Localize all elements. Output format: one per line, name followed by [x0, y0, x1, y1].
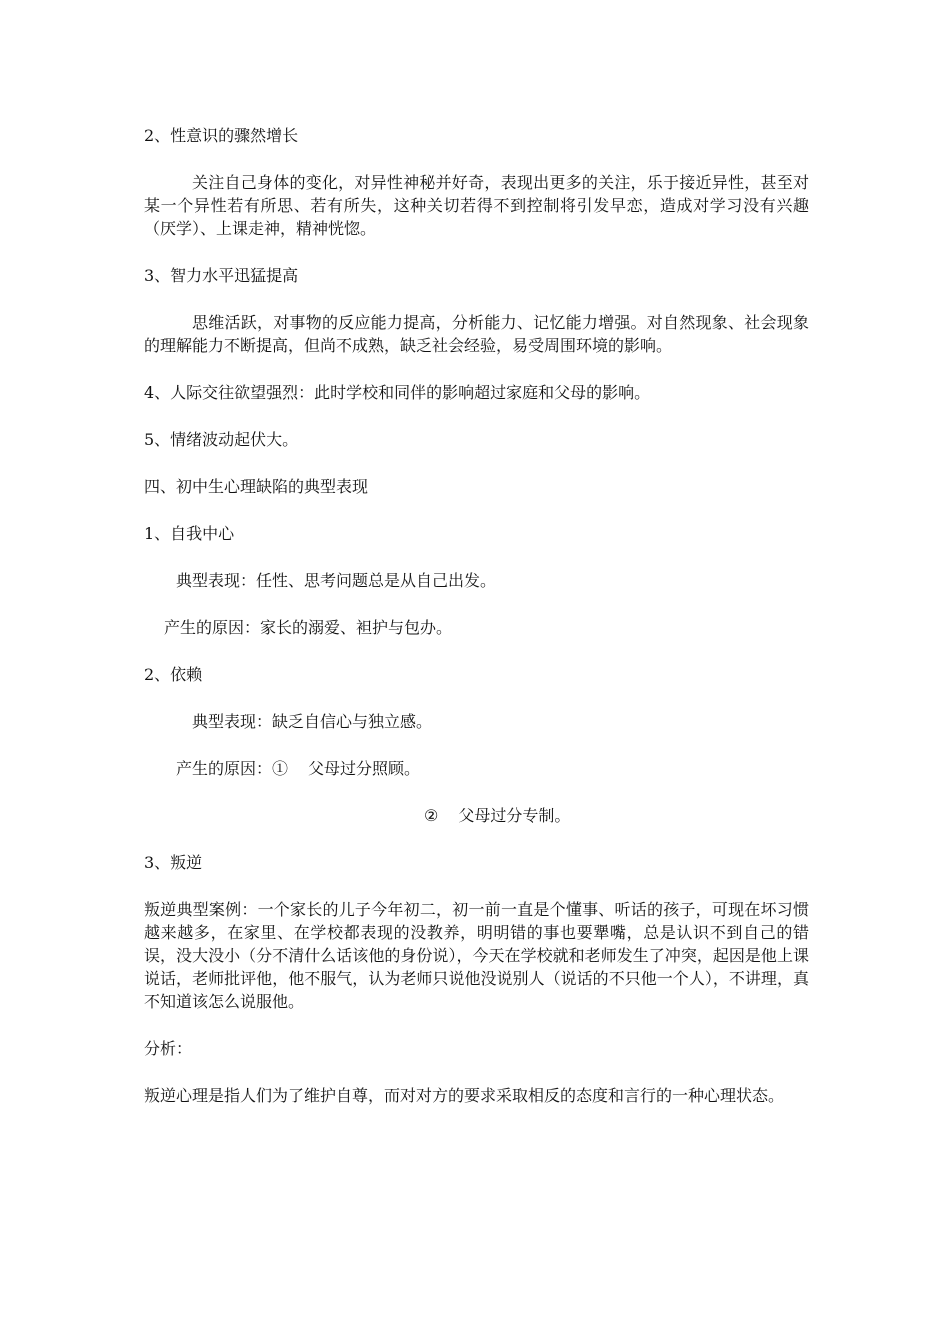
- heading-intelligence: 3、智力水平迅猛提高: [144, 266, 299, 285]
- item-heading-self-centered: 1、自我中心: [144, 524, 235, 543]
- paragraph-analysis: 叛逆心理是指人们为了维护自尊，而对对方的要求采取相反的态度和言行的一种心理状态。: [144, 1086, 785, 1105]
- item-dependence-cause-1: [144, 757, 809, 780]
- item-dependence-typical: 典型表现：缺乏自信心与独立感。: [192, 712, 433, 731]
- heading-social-desire: 4、人际交往欲望强烈：此时学校和同伴的影响超过家庭和父母的影响。: [144, 383, 651, 402]
- heading-emotional-fluctuation: 5、情绪波动起伏大。: [144, 430, 299, 449]
- item-dependence-cause-2: [144, 804, 809, 827]
- document-body: [144, 124, 809, 1107]
- heading-sexual-awareness: 2、性意识的骤然增长: [144, 126, 299, 145]
- item-self-centered-typical: 典型表现：任性、思考问题总是从自己出发。: [176, 571, 497, 590]
- section-heading-psychological-defects: 四、初中生心理缺陷的典型表现: [144, 477, 369, 496]
- cause-text-2: 父母过分专制。: [458, 806, 571, 825]
- paragraph-intelligence: 思维活跃，对事物的反应能力提高，分析能力、记忆能力增强。对自然现象、社会现象的理解能力不断提高，但尚不成熟，缺乏社会经验，易受周围环境的影响。: [144, 313, 809, 355]
- analysis-label: 分析：: [144, 1039, 193, 1058]
- paragraph-sexual-awareness: 关注自己身体的变化，对异性神秘并好奇，表现出更多的关注，乐于接近异性，甚至对某一个异性若有所思、若有所失，这种关切若得不到控制将引发早恋，造成对学习没有兴趣（厌学）、上课走神，精神恍惚。: [144, 173, 809, 238]
- item-heading-rebellion: 3、叛逆: [144, 853, 203, 872]
- cause-text-1: 父母过分照顾。: [308, 759, 421, 778]
- item-self-centered-cause: 产生的原因：家长的溺爱、袒护与包办。: [164, 618, 453, 637]
- cause-label: 产生的原因：①: [176, 759, 289, 778]
- paragraph-rebellion-case: 叛逆典型案例：一个家长的儿子今年初二，初一前一直是个懂事、听话的孩子，可现在坏习惯越来越多，在家里、在学校都表现的没教养，明明错的事也要犟嘴，总是认识不到自己的错误，没大没小（分不清什么话该他的身份说），今天在学校就和老师发生了冲突，起因是他上课说话，老师批评他，他不服气，认为老师只说他没说别人（说话的不只他一个人），不讲理，真不知道该怎么说服他。: [144, 900, 809, 1011]
- item-heading-dependence: 2、依赖: [144, 665, 203, 684]
- cause-marker-2: ②: [424, 806, 439, 825]
